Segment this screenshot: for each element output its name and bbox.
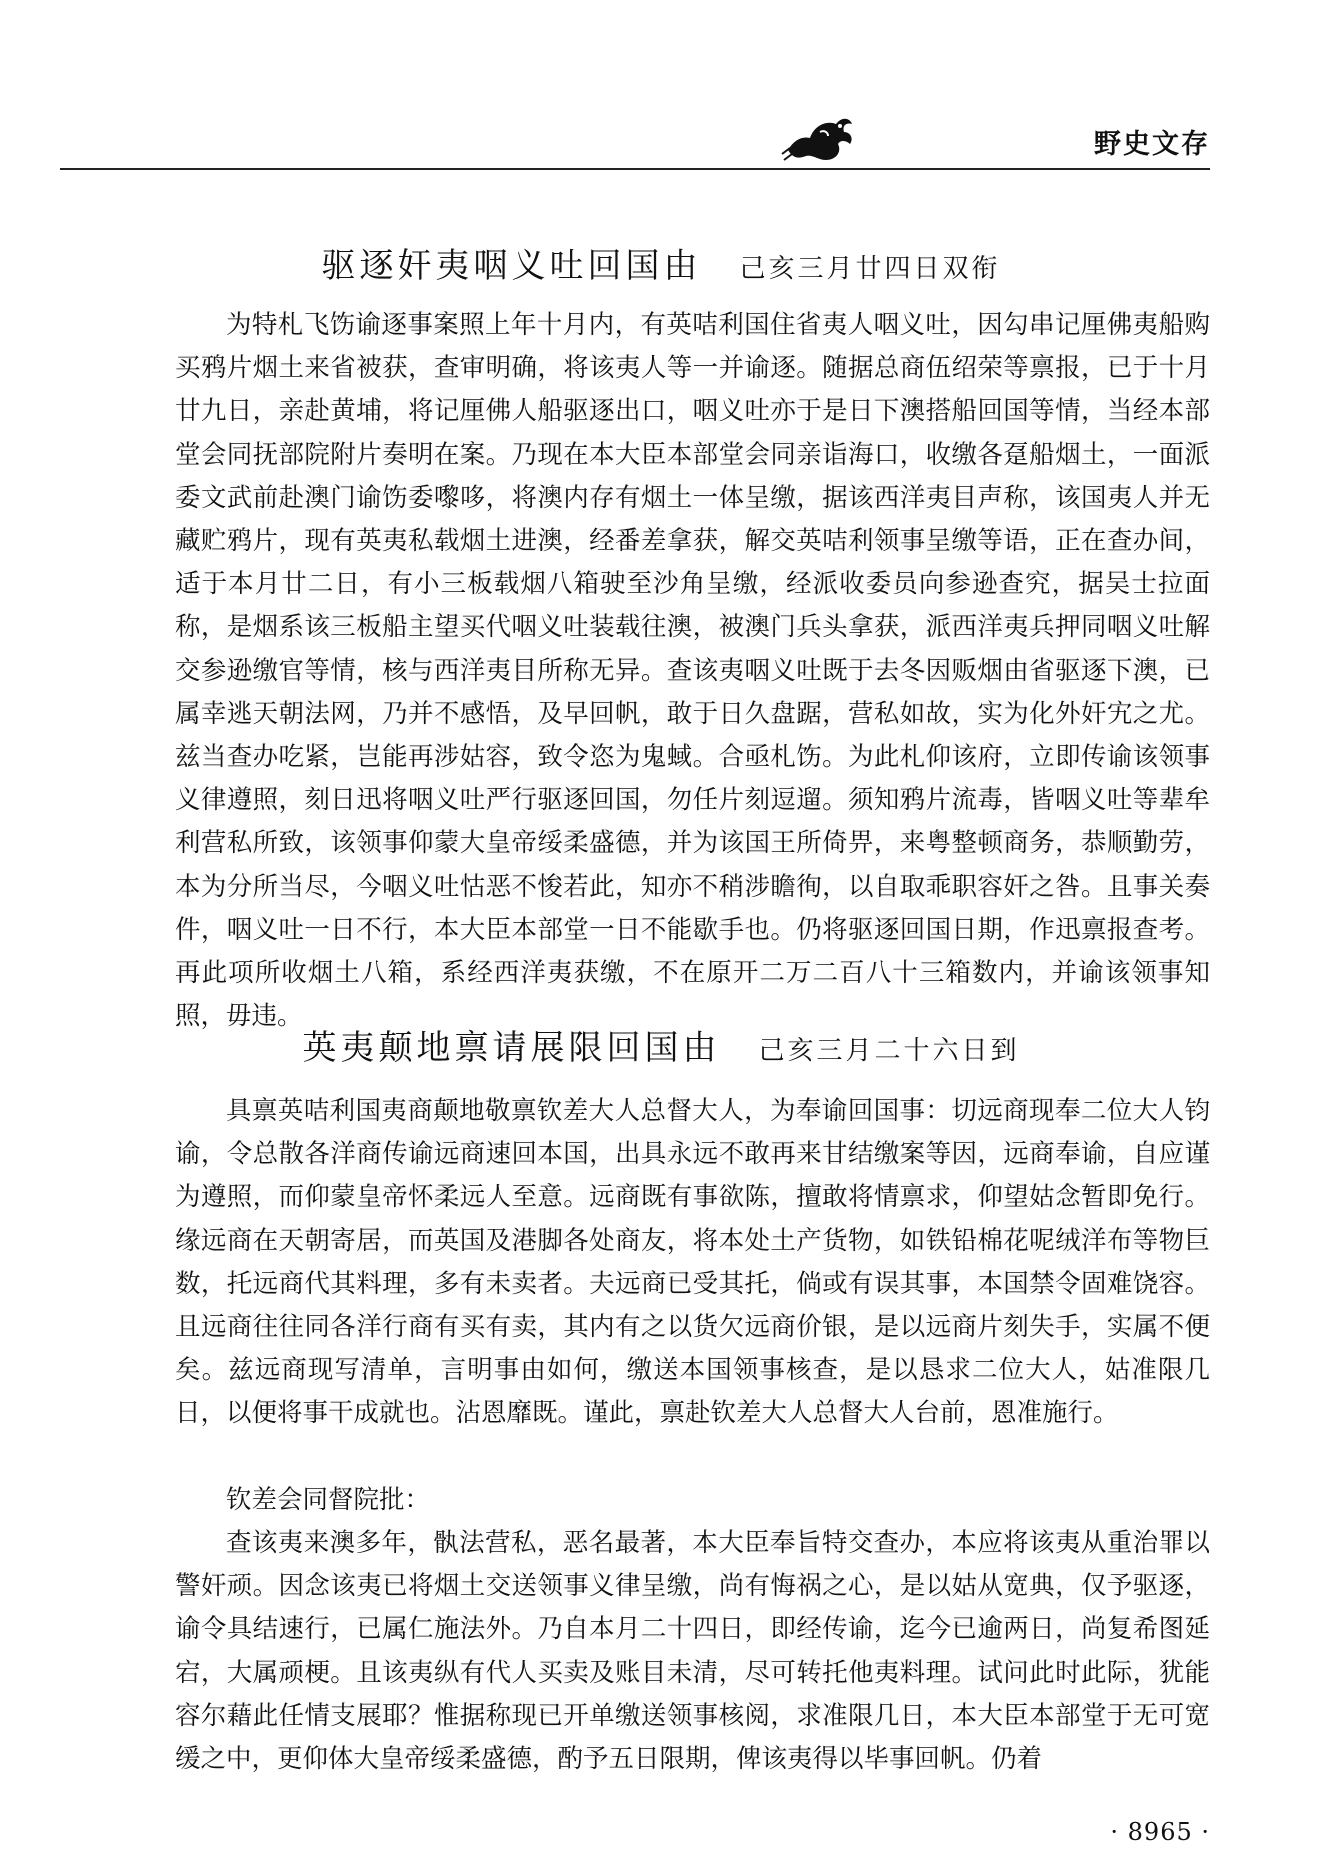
section-title: 野史文存: [1094, 129, 1210, 160]
article1-title: 驱逐奸夷咽义吐回国由: [321, 246, 702, 286]
article2-body: 具禀英咭利国夷商颠地敬禀钦差大人总督大人，为奉谕回国事：切远商现奉二位大人钧谕，令总散各洋商传谕远商速回本国，出具永远不敢再来甘结缴案等因，远商奉谕，自应谨为遵照，而仰蒙皇帝怀柔远人至意。远商既有事欲陈，擅敢将情禀求，仰望姑念暂即免行。缘远商在天朝寄居，而英国及港脚各处商友，将本处土产货物，如铁铅棉花呢绒洋布等物巨数，托远商代其料理，多有未卖者。夫远商已受其托，倘或有误其事，本国禁令固难饶容。且远商往往同各洋行商有买有卖，其内有之以货欠远商价银，是以远商片刻失手，实属不便矣。兹远商现写清单，言明事由如何，缴送本国领事核查，是以恳求二位大人，姑准限几日，以便将事干成就也。沾恩靡既。谨此，禀赴钦差大人总督大人台前，恩准施行。: [175, 1096, 1210, 1429]
article2-title: 英夷颠地禀请展限回国由: [302, 1028, 721, 1068]
article1-date: 己亥三月廿四日双衔: [739, 254, 1001, 284]
reply-body: 查该夷来澳多年，骫法营私，恶名最著，本大臣奉旨特交查办，本应将该夷从重治罪以警奸顽。因念该夷已将烟土交送领事义律呈缴，尚有悔祸之心，是以姑从宽典，仅予驱逐，谕令具结速行，已属仁施法外。乃自本月二十四日，即经传谕，迄今已逾两日，尚复希图延宕，大属顽梗。且该夷纵有代人买卖及账目未清，尽可转托他夷料理。试问此时此际，犹能容尔藉此任情支展耶？惟据称现已开单缴送领事核阅，求准限几日，本大臣本部堂于无可宽缓之中，更仰体大皇帝绥柔盛德，酌予五日限期，俾该夷得以毕事回帆。仍着: [175, 1528, 1210, 1775]
reply-label: 钦差会同督院批：: [226, 1485, 431, 1515]
article1-heading: [0, 238, 1322, 287]
article1-body: 为特札飞饬谕逐事案照上年十月内，有英咭利国住省夷人咽义吐，因勾串记厘佛夷船购买鸦片烟土来省被获，查审明确，将该夷人等一并谕逐。随据总商伍绍荣等禀报，已于十月廿九日，亲赴黄埔，将记厘佛人船驱逐出口，咽义吐亦于是日下澳搭船回国等情，当经本部堂会同抚部院附片奏明在案。乃现在本大臣本部堂会同亲诣海口，收缴各趸船烟土，一面派委文武前赴澳门谕饬委嚟哆，将澳内存有烟土一体呈缴，据该西洋夷目声称，该国夷人并无藏贮鸦片，现有英夷私载烟土进澳，经番差拿获，解交英咭利领事呈缴等语，正在查办间，适于本月廿二日，有小三板载烟八箱驶至沙角呈缴，经派收委员向参逊查究，据吴士拉面称，是烟系该三板船主望买代咽义吐装载往澳，被澳门兵头拿获，派西洋夷兵押同咽义吐解交参逊缴官等情，核与西洋夷目所称无异。查该夷咽义吐既于去冬因贩烟由省驱逐下澳，已属幸逃天朝法网，乃并不感悟，及早回帆，敢于日久盘踞，营私如故，实为化外奸宄之尤。兹当查办吃紧，岂能再涉姑容，致令恣为鬼蜮。合亟札饬。为此札仰该府，立即传谕该领事义律遵照，刻日迅将咽义吐严行驱逐回国，勿任片刻逗遛。须知鸦片流毒，皆咽义吐等辈牟利营私所致，该领事仰蒙大皇帝绥柔盛德，并为该国王所倚畀，来粤整顿商务，恭顺勤劳，本为分所当尽，今咽义吐怙恶不悛若此，知亦不稍涉瞻徇，以自取乖职容奸之咎。且事关奏件，咽义吐一日不行，本大臣本部堂一日不能歇手也。仍将驱逐回国日期，作迅禀报查考。再此项所收烟土八箱，系经西洋夷获缴，不在原开二万二百八十三箱数内，并谕该领事知照，毋违。: [175, 310, 1210, 1032]
article2-date: 己亥三月二十六日到: [758, 1036, 1020, 1066]
header-rule: [60, 168, 1210, 170]
running-header: [60, 110, 1210, 170]
article2-heading: [0, 1020, 1322, 1069]
dragon-emblem-icon: [780, 110, 860, 166]
page-number: · 8965 ·: [1110, 1818, 1210, 1846]
